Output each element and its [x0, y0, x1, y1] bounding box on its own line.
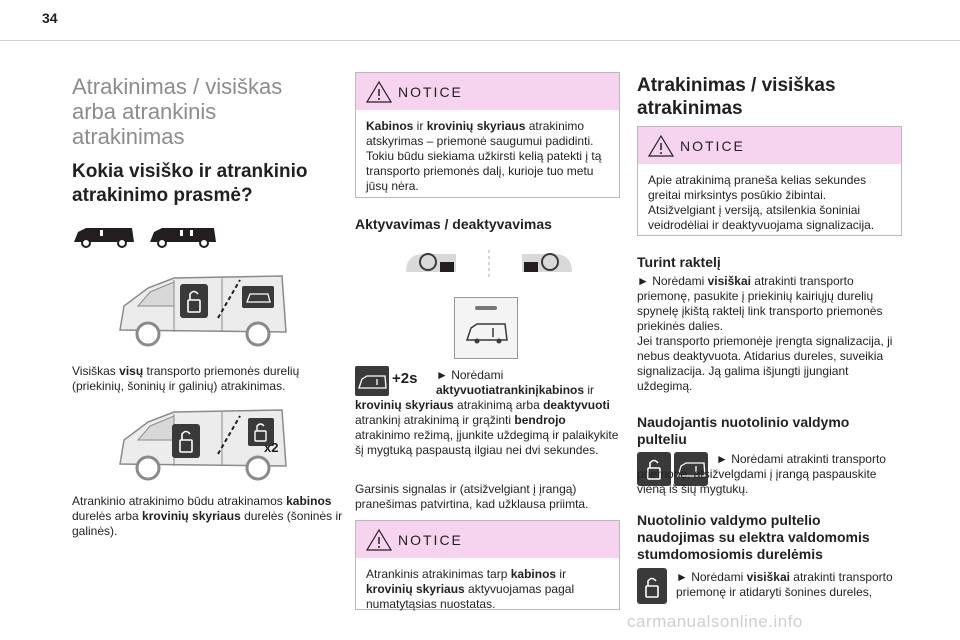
activation-arrow-text: ► Norėdami	[436, 368, 504, 382]
notice-title: NOTICE	[398, 84, 463, 100]
notice-box-2	[355, 520, 620, 610]
notice-header	[356, 521, 619, 558]
activation-description: aktyvuotiatrankinįkabinos ir krovinių skyriaus atrakinimą arba deaktyvuoti atrankinį atrakinimą ir grąžinti bendrojo atrakinimo režimą, įjunkite uždegimą ir palaikykite šį mygtuką paspaustą ilgiau nei dvi sekundes.	[355, 383, 619, 457]
van-full-unlock-illustration	[114, 270, 290, 352]
warning-triangle-icon	[366, 529, 392, 551]
warning-triangle-icon	[648, 135, 674, 157]
padlock-door-icon	[637, 568, 667, 604]
van-icons-pair	[72, 220, 220, 250]
selective-unlock-description: Atrankinio atrakinimo būdu atrakinamos kabinos durelės arba krovinių skyriaus durelės (šoninės ir galinės).	[72, 494, 343, 538]
notice-text: Apie atrakinimą praneša kelias sekundes greitai mirksintys posūkio žibintai. Atsižvelgiant į versiją, atsilenkia šoniniai veidrodėliai ir deaktyvuojama signalizacija.	[648, 173, 875, 232]
header-divider	[0, 40, 960, 41]
remote-heading: Naudojantis nuotolinio valdymo pulteliu	[637, 414, 850, 447]
key-heading: Turint raktelį	[637, 254, 721, 270]
sliding-door-heading: Nuotolinio valdymo pultelio naudojimas su elektra valdomomis stumdomosiomis durelėmis	[637, 512, 870, 562]
notice-box-1	[355, 72, 620, 198]
notice-header	[356, 73, 619, 110]
section-title: Atrakinimas / visiškas atrakinimas	[637, 75, 836, 119]
remote-description: ► Norėdami atrakinti transporto priemonę, atsižvelgdami į įrangą paspauskite vieną iš šių mygtukų.	[637, 452, 886, 496]
watermark: carmanualsonline.info	[627, 612, 803, 631]
selective-unlock-button-image	[454, 297, 518, 359]
notice-header	[638, 127, 901, 164]
page-number: 34	[42, 10, 58, 26]
plus-two-seconds-label: +2s	[392, 370, 418, 387]
warning-triangle-icon	[366, 81, 392, 103]
confirmation-text: Garsinis signalas ir (atsižvelgiant į įrangą) pranešimas patvirtina, kad užklausa priimta.	[355, 482, 589, 511]
notice-text: Atrankinis atrakinimas tarp kabinos ir krovinių skyriaus aktyvuojamas pagal numatytąsias nuostatas.	[366, 567, 575, 611]
key-description: ► Norėdami visiškai atrakinti transporto priemonę, pasukite į priekinių kairiųjų durelių spynelę įkištą raktelį link transporto priemonės priekinės dalies. Jei transporto priemonėje įrengta signalizacija, ji nebus deaktyvuota. Atidarius dureles, suveikia signalizacija. Ją galima išjungti įjungiant uždegimą.	[637, 274, 893, 393]
activation-heading: Aktyvavimas / deaktyvavimas	[355, 216, 552, 232]
van-door-icon	[465, 320, 509, 344]
sliding-door-description: ► Norėdami visiškai atrakinti transporto priemonę ir atidaryti šonines dureles,	[676, 570, 893, 599]
press-twice-label: x2	[264, 440, 279, 455]
sliding-door-button-icon	[637, 568, 667, 604]
steering-wheel-icons	[404, 246, 574, 280]
subsection-title: Kokia visiško ir atrankinio atrakinimo prasmė?	[72, 161, 308, 206]
notice-box-3	[637, 126, 902, 236]
section-title: Atrakinimas / visiškas arba atrankinis atrakinimas	[72, 74, 283, 149]
notice-title: NOTICE	[680, 138, 745, 154]
notice-text: Kabinos ir krovinių skyriaus atrakinimo atskyrimas – priemonė saugumui padidinti. Tokiu būdu siekiama užkirsti kelią patekti į tą transporto priemonės dalį, kurioje tuo metu jūsų nėra.	[366, 119, 602, 193]
notice-title: NOTICE	[398, 532, 463, 548]
full-unlock-description: Visiškas visų transporto priemonės durelių (priekinių, šoninių ir galinių) atrakinimas.	[72, 364, 300, 393]
